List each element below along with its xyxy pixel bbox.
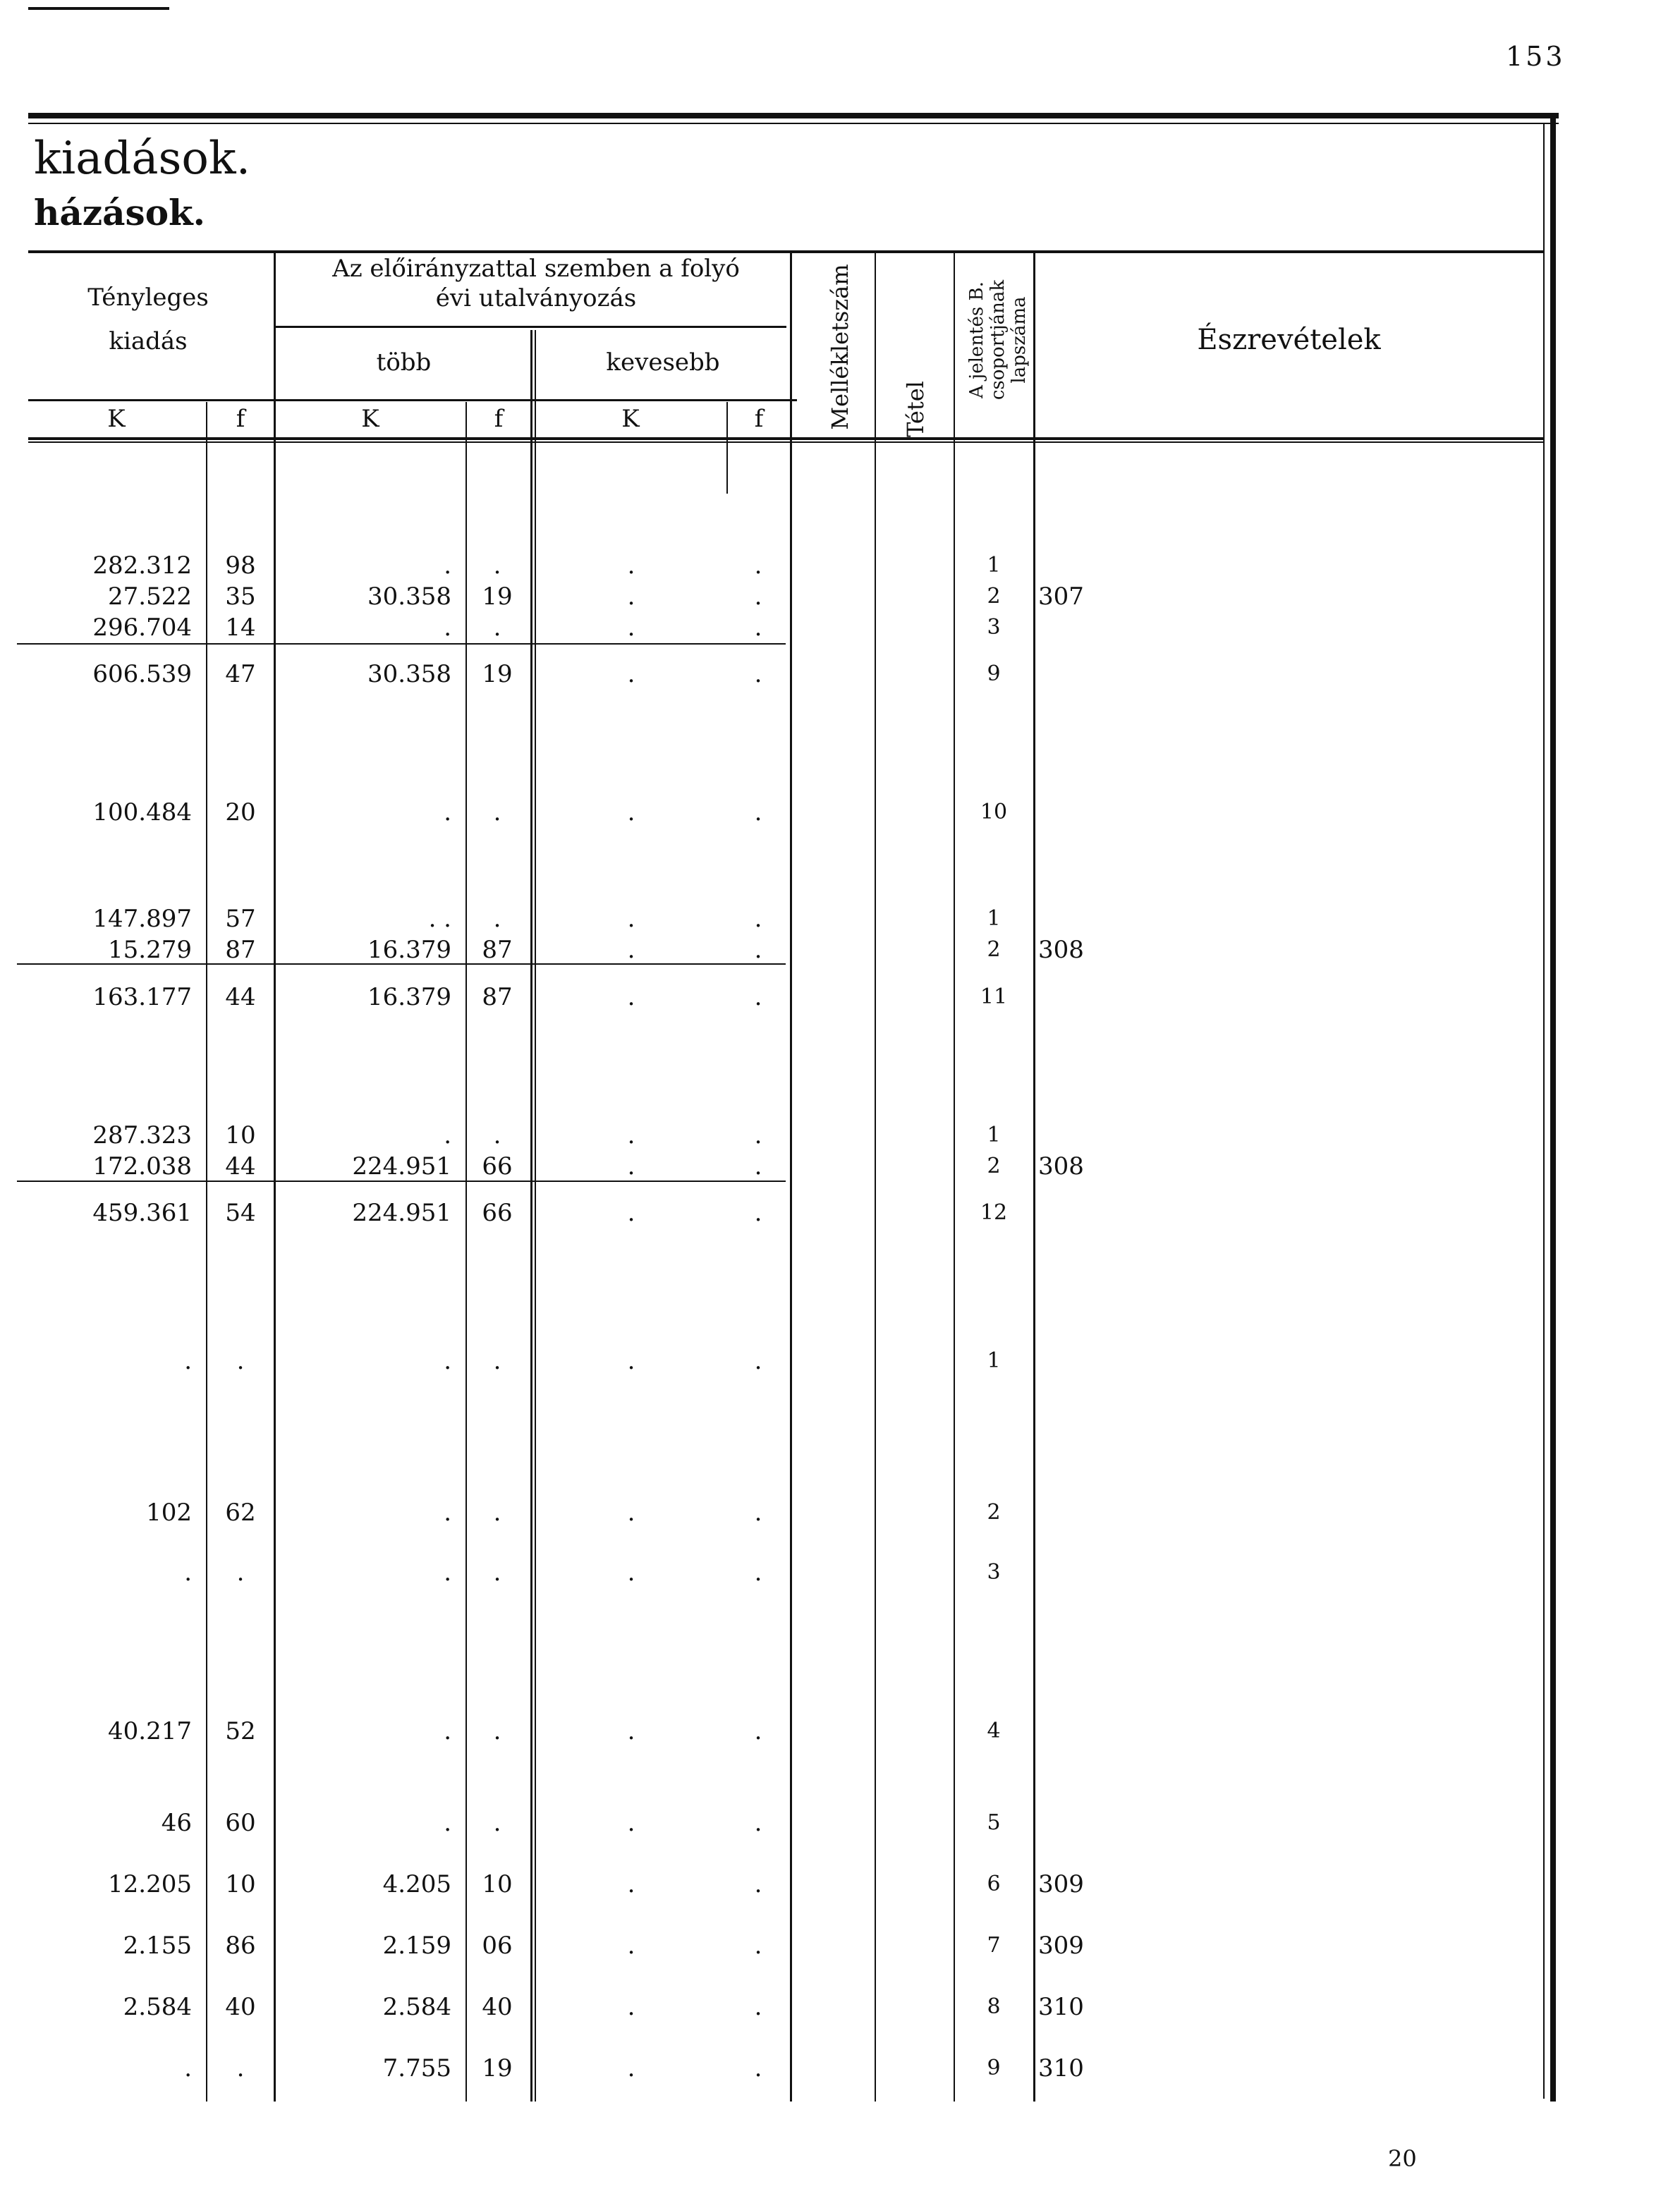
cell-actual-K: 2.584 xyxy=(123,1993,192,2021)
cell-less-f: . xyxy=(754,1870,762,1898)
cell-less-f: . xyxy=(754,983,762,1011)
cell-more-f: . xyxy=(493,614,501,642)
cell-item: 9 xyxy=(987,661,1001,686)
cell-actual-K: 46 xyxy=(161,1809,192,1837)
cell-actual-f: 86 xyxy=(225,1932,256,1960)
subtotal-rule xyxy=(17,643,786,645)
cell-less-K: . xyxy=(627,1499,635,1527)
cell-actual-K: 27.522 xyxy=(108,583,192,611)
cell-actual-K: 40.217 xyxy=(108,1717,192,1745)
header-units-rule xyxy=(28,399,797,401)
cell-more-f: 10 xyxy=(482,1870,513,1898)
cell-item: 1 xyxy=(987,1348,1001,1373)
header-actual-line2: kiadás xyxy=(109,327,188,355)
cell-less-f: . xyxy=(754,2054,762,2082)
cell-less-K: . xyxy=(627,983,635,1011)
cell-more-f: . xyxy=(493,798,501,827)
cell-actual-K: 287.323 xyxy=(92,1121,192,1149)
cell-less-f: . xyxy=(754,1199,762,1227)
header-actual-f: f xyxy=(236,405,245,433)
header-page-ref xyxy=(966,227,1040,453)
cell-actual-K: 606.539 xyxy=(92,660,192,688)
page-number: 153 xyxy=(1506,41,1566,72)
col-sep-more-less xyxy=(530,330,532,2102)
cell-less-K: . xyxy=(627,1809,635,1837)
header-attachment: Mellékletszám xyxy=(827,264,853,430)
cell-actual-K: 12.205 xyxy=(108,1870,192,1898)
cell-more-f: . xyxy=(493,1499,501,1527)
cell-less-K: . xyxy=(627,583,635,611)
cell-more-K: 4.205 xyxy=(382,1870,451,1898)
cell-less-K: . xyxy=(627,1121,635,1149)
cell-more-K: 224.951 xyxy=(352,1199,451,1227)
header-less-f: f xyxy=(754,405,764,433)
cell-page-ref: 308 xyxy=(1038,1152,1084,1181)
cell-page-ref: 309 xyxy=(1038,1870,1084,1898)
cell-item: 1 xyxy=(987,553,1001,578)
cell-more-K: . xyxy=(444,1347,451,1375)
header-more-f: f xyxy=(494,405,504,433)
cell-item: 2 xyxy=(987,1154,1001,1178)
cell-actual-f: 44 xyxy=(225,983,256,1011)
cell-actual-K: 102 xyxy=(146,1499,192,1527)
cell-more-f: . xyxy=(493,1717,501,1745)
col-sep-less xyxy=(790,250,792,2102)
col-sep-attachment xyxy=(875,250,876,2102)
cell-less-K: . xyxy=(627,660,635,688)
cell-item: 12 xyxy=(980,1200,1008,1225)
cell-more-f: 66 xyxy=(482,1199,513,1227)
cell-more-K: 224.951 xyxy=(352,1152,451,1181)
col-sep-actual xyxy=(274,250,276,2102)
col-sep-ref xyxy=(1033,250,1035,2102)
cell-actual-f: 57 xyxy=(225,905,256,933)
header-page-ref-line1: A jelentés B. xyxy=(966,281,987,398)
cell-more-f: 19 xyxy=(482,660,513,688)
cell-more-f: . xyxy=(493,905,501,933)
cell-more-f: 19 xyxy=(482,583,513,611)
cell-less-K: . xyxy=(627,614,635,642)
col-sep-more-less-2 xyxy=(535,330,536,2102)
cell-less-f: . xyxy=(754,1347,762,1375)
cell-actual-K: 100.484 xyxy=(92,798,192,827)
cell-item: 4 xyxy=(987,1719,1001,1743)
cell-less-f: . xyxy=(754,614,762,642)
header-bottom-rule xyxy=(28,437,1545,440)
cell-more-K: . xyxy=(444,798,451,827)
cell-less-f: . xyxy=(754,1559,762,1587)
header-actual-K: K xyxy=(107,405,126,433)
header-actual xyxy=(28,282,268,357)
cell-actual-f: 60 xyxy=(225,1809,256,1837)
cell-actual-f: . xyxy=(236,1559,245,1587)
cell-actual-f: 54 xyxy=(225,1199,256,1227)
cell-page-ref: 308 xyxy=(1038,936,1084,964)
cell-actual-K: 459.361 xyxy=(92,1199,192,1227)
cell-less-K: . xyxy=(627,1932,635,1960)
cell-actual-K: 172.038 xyxy=(92,1152,192,1181)
cell-item: 2 xyxy=(987,937,1001,962)
cell-less-f: . xyxy=(754,936,762,964)
cell-more-K: . . xyxy=(428,905,451,933)
cell-less-f: . xyxy=(754,905,762,933)
cell-item: 2 xyxy=(987,1500,1001,1525)
cell-more-f: . xyxy=(493,1809,501,1837)
cell-less-K: . xyxy=(627,1993,635,2021)
col-sep-more-kf xyxy=(465,402,467,2102)
cell-actual-K: 15.279 xyxy=(108,936,192,964)
cell-more-K: . xyxy=(444,614,451,642)
cell-less-f: . xyxy=(754,551,762,580)
cell-actual-f: 10 xyxy=(225,1870,256,1898)
cell-more-K: 16.379 xyxy=(367,936,451,964)
cell-less-K: . xyxy=(627,1199,635,1227)
cell-actual-f: 44 xyxy=(225,1152,256,1181)
cell-less-f: . xyxy=(754,1932,762,1960)
header-top-rule xyxy=(28,250,1545,253)
cell-item: 7 xyxy=(987,1933,1001,1958)
cell-actual-f: 40 xyxy=(225,1993,256,2021)
cell-item: 2 xyxy=(987,584,1001,609)
header-compare-line1: Az előirányzattal szemben a folyó xyxy=(332,255,740,283)
footer-number: 20 xyxy=(1388,2145,1417,2172)
cell-more-K: . xyxy=(444,1121,451,1149)
header-compare xyxy=(282,254,790,313)
cell-more-f: 06 xyxy=(482,1932,513,1960)
cell-actual-f: 62 xyxy=(225,1499,256,1527)
cell-actual-K: . xyxy=(184,2054,192,2082)
cell-more-K: . xyxy=(444,1559,451,1587)
cell-more-f: 19 xyxy=(482,2054,513,2082)
cell-actual-K: 296.704 xyxy=(92,614,192,642)
header-less: kevesebb xyxy=(606,348,720,377)
col-sep-kf xyxy=(206,402,207,2102)
header-more: több xyxy=(376,348,432,377)
header-remarks: Észrevételek xyxy=(1197,324,1381,356)
frame-right-border-thin xyxy=(1543,124,1545,2099)
cell-more-K: . xyxy=(444,1809,451,1837)
cell-page-ref: 309 xyxy=(1038,1932,1084,1960)
cell-item: 9 xyxy=(987,2056,1001,2080)
cell-less-f: . xyxy=(754,1809,762,1837)
cell-more-K: 16.379 xyxy=(367,983,451,1011)
cell-item: 8 xyxy=(987,1994,1001,2019)
cell-more-K: . xyxy=(444,1717,451,1745)
cell-actual-f: 14 xyxy=(225,614,256,642)
cell-item: 3 xyxy=(987,1560,1001,1585)
cell-less-K: . xyxy=(627,798,635,827)
cell-more-f: 87 xyxy=(482,936,513,964)
header-sub-rule xyxy=(275,326,786,328)
section-title: kiadások. xyxy=(34,133,251,185)
cell-actual-K: . xyxy=(184,1559,192,1587)
cell-item: 1 xyxy=(987,906,1001,931)
header-page-ref-line2: csoportjának xyxy=(987,279,1009,401)
cell-actual-f: 10 xyxy=(225,1121,256,1149)
cell-less-f: . xyxy=(754,660,762,688)
cell-more-K: 30.358 xyxy=(367,660,451,688)
cell-more-K: 7.755 xyxy=(382,2054,451,2082)
cell-actual-f: 52 xyxy=(225,1717,256,1745)
section-subtitle: házások. xyxy=(34,192,206,233)
cell-less-f: . xyxy=(754,1121,762,1149)
cell-less-f: . xyxy=(754,1152,762,1181)
cell-page-ref: 307 xyxy=(1038,583,1084,611)
cell-page-ref: 310 xyxy=(1038,1993,1084,2021)
frame-top-rule xyxy=(28,113,1559,118)
cell-page-ref: 310 xyxy=(1038,2054,1084,2082)
header-bottom-rule-2 xyxy=(28,441,1545,443)
cell-item: 10 xyxy=(980,800,1008,824)
subtotal-rule xyxy=(17,1181,786,1182)
cell-actual-f: . xyxy=(236,1347,245,1375)
header-compare-line2: évi utalványozás xyxy=(435,284,637,312)
cell-actual-K: 163.177 xyxy=(92,983,192,1011)
cell-item: 1 xyxy=(987,1123,1001,1147)
cell-actual-f: 20 xyxy=(225,798,256,827)
cell-actual-f: 98 xyxy=(225,551,256,580)
corner-rule xyxy=(28,7,169,10)
cell-less-K: . xyxy=(627,1347,635,1375)
header-actual-line1: Tényleges xyxy=(87,283,209,312)
cell-less-K: . xyxy=(627,2054,635,2082)
cell-more-K: 2.584 xyxy=(382,1993,451,2021)
cell-actual-K: 147.897 xyxy=(92,905,192,933)
cell-actual-f: 35 xyxy=(225,583,256,611)
cell-less-f: . xyxy=(754,798,762,827)
cell-actual-K: . xyxy=(184,1347,192,1375)
cell-item: 11 xyxy=(980,984,1008,1009)
cell-more-f: . xyxy=(493,1347,501,1375)
cell-more-f: 66 xyxy=(482,1152,513,1181)
header-page-ref-line3: lapszáma xyxy=(1009,296,1030,384)
cell-less-f: . xyxy=(754,1717,762,1745)
cell-actual-f: 47 xyxy=(225,660,256,688)
cell-less-K: . xyxy=(627,1717,635,1745)
cell-actual-f: . xyxy=(236,2054,245,2082)
cell-less-f: . xyxy=(754,1499,762,1527)
cell-item: 6 xyxy=(987,1872,1001,1896)
cell-actual-K: 282.312 xyxy=(92,551,192,580)
cell-more-K: 30.358 xyxy=(367,583,451,611)
cell-less-K: . xyxy=(627,551,635,580)
cell-less-K: . xyxy=(627,1870,635,1898)
header-item: Tétel xyxy=(902,381,929,437)
cell-item: 3 xyxy=(987,615,1001,640)
cell-less-K: . xyxy=(627,936,635,964)
cell-actual-K: 2.155 xyxy=(123,1932,192,1960)
frame-right-border xyxy=(1550,113,1556,2102)
cell-item: 5 xyxy=(987,1810,1001,1835)
cell-more-f: 40 xyxy=(482,1993,513,2021)
cell-more-K: . xyxy=(444,1499,451,1527)
header-more-K: K xyxy=(361,405,379,433)
cell-less-f: . xyxy=(754,583,762,611)
cell-less-K: . xyxy=(627,1559,635,1587)
cell-less-K: . xyxy=(627,1152,635,1181)
cell-more-K: 2.159 xyxy=(382,1932,451,1960)
cell-more-f: . xyxy=(493,1559,501,1587)
header-less-K: K xyxy=(621,405,640,433)
cell-more-f: . xyxy=(493,551,501,580)
frame-top-rule-thin xyxy=(28,123,1559,124)
cell-more-f: . xyxy=(493,1121,501,1149)
cell-less-f: . xyxy=(754,1993,762,2021)
cell-less-K: . xyxy=(627,905,635,933)
col-sep-item xyxy=(954,250,955,2102)
cell-more-f: 87 xyxy=(482,983,513,1011)
cell-actual-f: 87 xyxy=(225,936,256,964)
cell-more-K: . xyxy=(444,551,451,580)
